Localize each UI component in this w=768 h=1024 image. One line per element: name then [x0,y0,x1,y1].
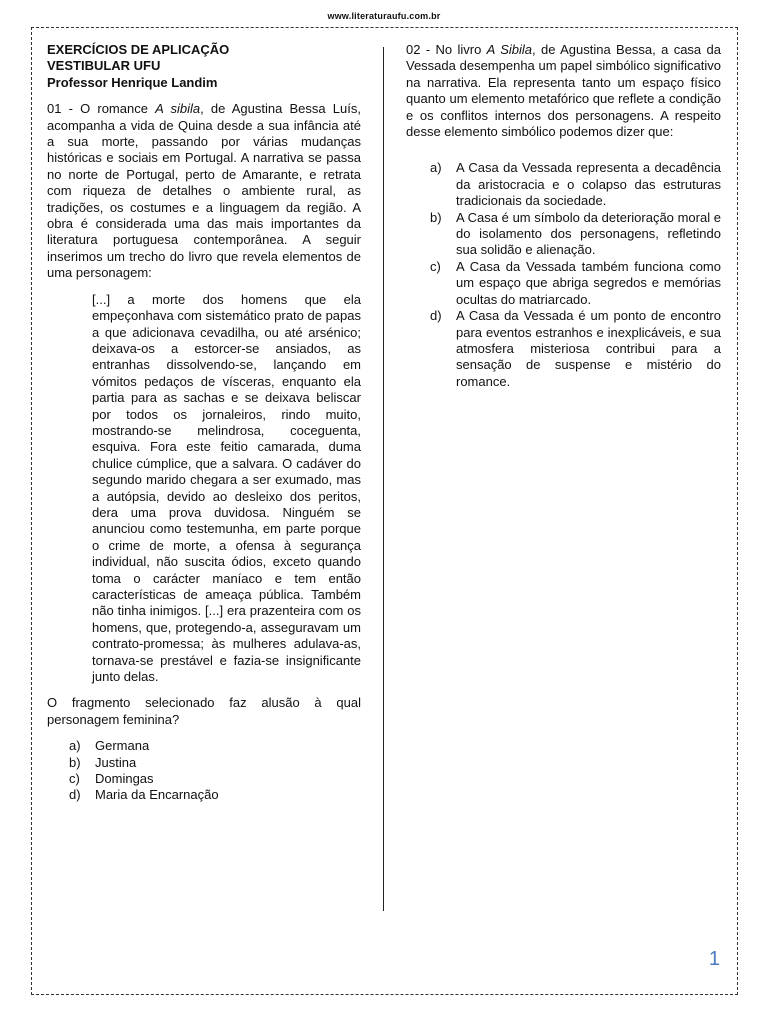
question-1-options [47,738,361,804]
header-professor: Professor Henrique Landim [47,74,218,90]
question-1-quote: [...] a morte dos homens que ela empeçonhava com sistemático prato de papas a que adicionava cevadilha, ou até arsénico; deixava-os a estorcer-se ansiados, as entranhas dissolvendo-se, lançando em vómitos pedaços de vísceras, enquanto ela partia para as sachas e se deixava beliscar por todos os jornaleiros, rindo muito, mostrando-se melindrosa, coceguenta, esquiva. Fora este feitio camarada, duma chulice cúmplice, que a salvara. O cadáver do segundo marido chegara a ser exumado, mas a autópsia, devido ao desleixo dos peritos, dera uma prova duvidosa. Ninguém se anunciou como testemunha, em parte porque o crime de morte, a ofensa à segurança individual, não suscita ódios, exceto quando toma o carácter maníaco e tem então características de ameaça pública. Também não tinha inimigos. [...] era prazenteira com os homens, que, protegendo-a, asseguravam um contrato-promessa; às mulheres adulava-as, tornava-se prestável e fazia-se insignificante junto delas. [92,291,361,685]
option-item: d) A Casa da Vessada é um ponto de encontro para eventos estranhos e inexplicáveis, e sua atmosfera misteriosa contribui para a sensação de suspense e mistério do romance. [430,308,721,389]
page-number: 1 [708,948,720,970]
book-title: A Sibila [486,42,533,57]
option-item: a) Germana [69,738,150,754]
option-item: a) A Casa da Vessada representa a decadência da aristocracia e o colapso das estruturas tradicionais da sociedade. [430,160,721,209]
option-item: d) Maria da Encarnação [69,787,219,803]
question-2-intro: 02 - No livro A Sibila, de Agustina Bessa, a casa da Vessada desempenha um papel simbólico significativo na narrativa. Ela representa tanto um espaço físico quanto um elemento metafórico que reflete a condição e os conflitos internos dos personagens. A respeito desse elemento simbólico podemos dizer que: [406,42,721,140]
option-item: c) A Casa da Vessada também funciona como um espaço que abriga segredos e memórias ocultas do matriarcado. [430,258,721,307]
book-title: A sibila [155,101,201,117]
question-1-intro: 01 - O romance A sibila, de Agustina Bessa Luís, acompanha a vida de Quina desde a sua infância até a sua morte, passando por várias mudanças históricas e sociais em Portugal. A narrativa se passa no norte de Portugal, perto de Amarante, e retrata com riqueza de detalhes o ambiente rural, as tradições, os costumes e a linguagem da região. A obra é considerada uma das mais importantes da literatura portuguesa contemporânea. A seguir inserimos um trecho do livro que revela elementos de uma personagem: [47,101,361,281]
header-title: EXERCÍCIOS DE APLICAÇÃO [47,42,230,57]
right-column [406,42,721,390]
question-1-prompt: O fragmento selecionado faz alusão à qual personagem feminina? [47,695,361,727]
header-subtitle: VESTIBULAR UFU [47,58,161,74]
option-item: b) Justina [69,754,137,770]
option-item: b) A Casa é um símbolo da deterioração moral e do isolamento dos personagens, refletindo sua solidão e alienação. [430,209,721,258]
option-item: c) Domingas [69,771,154,787]
left-column [47,42,361,804]
column-divider [383,47,384,911]
site-url: www.literaturaufu.com.br [327,11,441,21]
question-2-options [406,160,721,390]
